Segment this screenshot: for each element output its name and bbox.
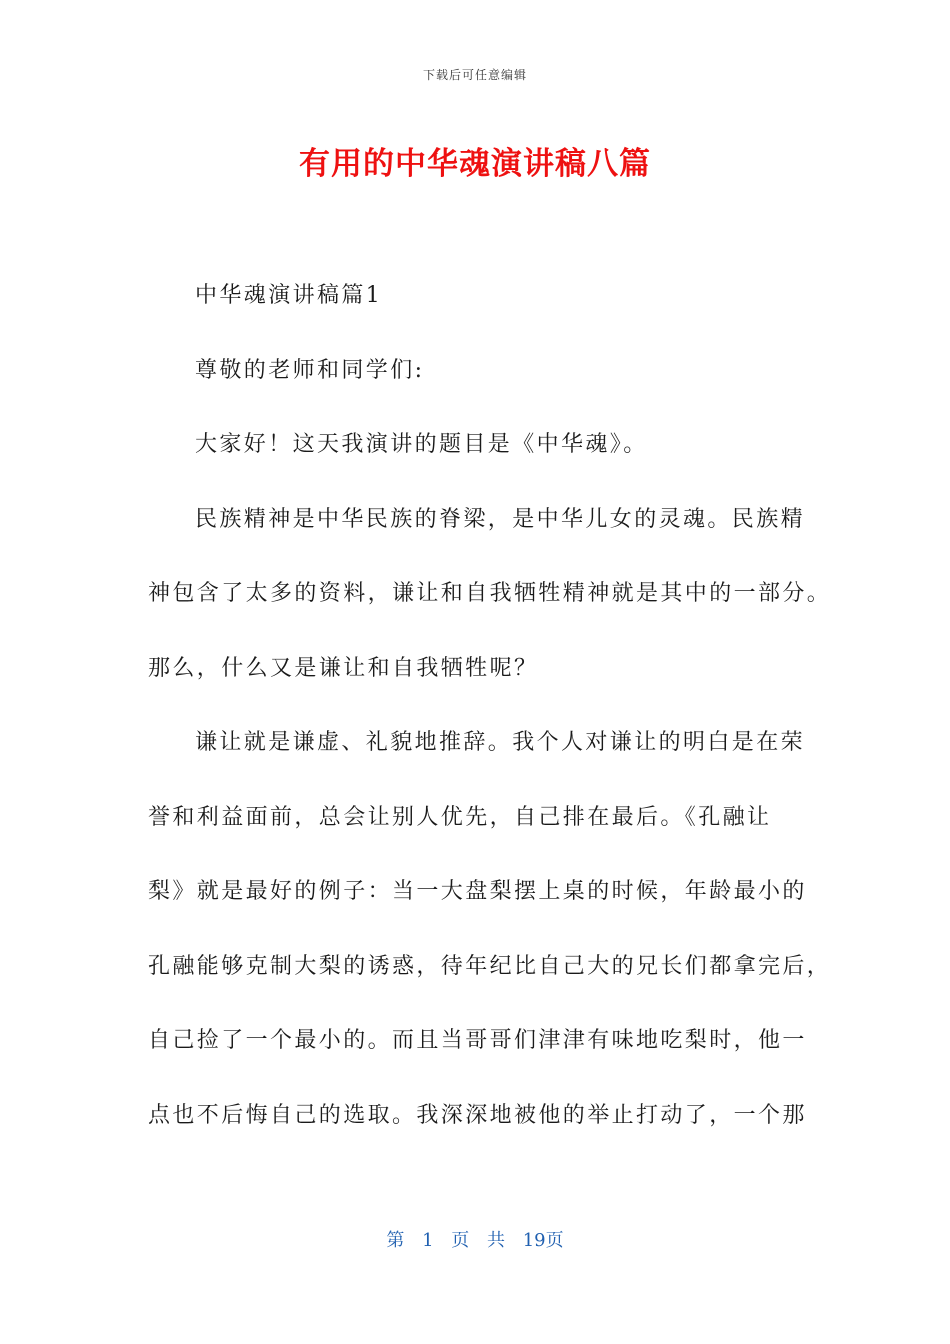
paragraph-line: 民族精神是中华民族的脊梁，是中华儿女的灵魂。民族精 [195, 506, 806, 532]
paragraph-line: 大家好！这天我演讲的题目是《中华魂》。 [195, 432, 648, 457]
paragraph-line: 中华魂演讲稿篇1 [195, 283, 383, 308]
document-title: 有用的中华魂演讲稿八篇 [299, 146, 651, 182]
paragraph-line: 誉和利益面前，总会让别人优先，自己排在最后。《孔融让 [148, 804, 772, 830]
header-note: 下载后可任意编辑 [422, 68, 527, 82]
paragraph-line: 梨》就是最好的例子：当一大盘梨摆上桌的时候，年龄最小的 [148, 879, 807, 904]
document-body [148, 272, 832, 1166]
footer-page-word: 页 [451, 1230, 470, 1251]
paragraph-line: 谦让就是谦虚、礼貌地推辞。我个人对谦让的明白是在荣 [195, 730, 806, 755]
paragraph-line: 神包含了太多的资料，谦让和自我牺牲精神就是其中的一部分。 [148, 581, 832, 606]
paragraph-line: 自己捡了一个最小的。而且当哥哥们津津有味地吃梨时，他一 [148, 1028, 807, 1053]
footer-current-page: 1 [422, 1230, 434, 1251]
paragraph-line: 点也不后悔自己的选取。我深深地被他的举止打动了，一个那 [148, 1102, 807, 1128]
paragraph-line: 孔融能够克制大梨的诱惑，待年纪比自己大的兄长们都拿完后， [148, 953, 832, 979]
page-footer [0, 1226, 950, 1252]
paragraph-line: 那么，什么又是谦让和自我牺牲呢？ [148, 655, 539, 681]
footer-total-word: 共 [487, 1230, 505, 1251]
paragraph-line: 尊敬的老师和同学们: [195, 357, 425, 383]
footer-prefix: 第 [386, 1230, 405, 1251]
footer-total-pages: 19页 [522, 1230, 564, 1251]
